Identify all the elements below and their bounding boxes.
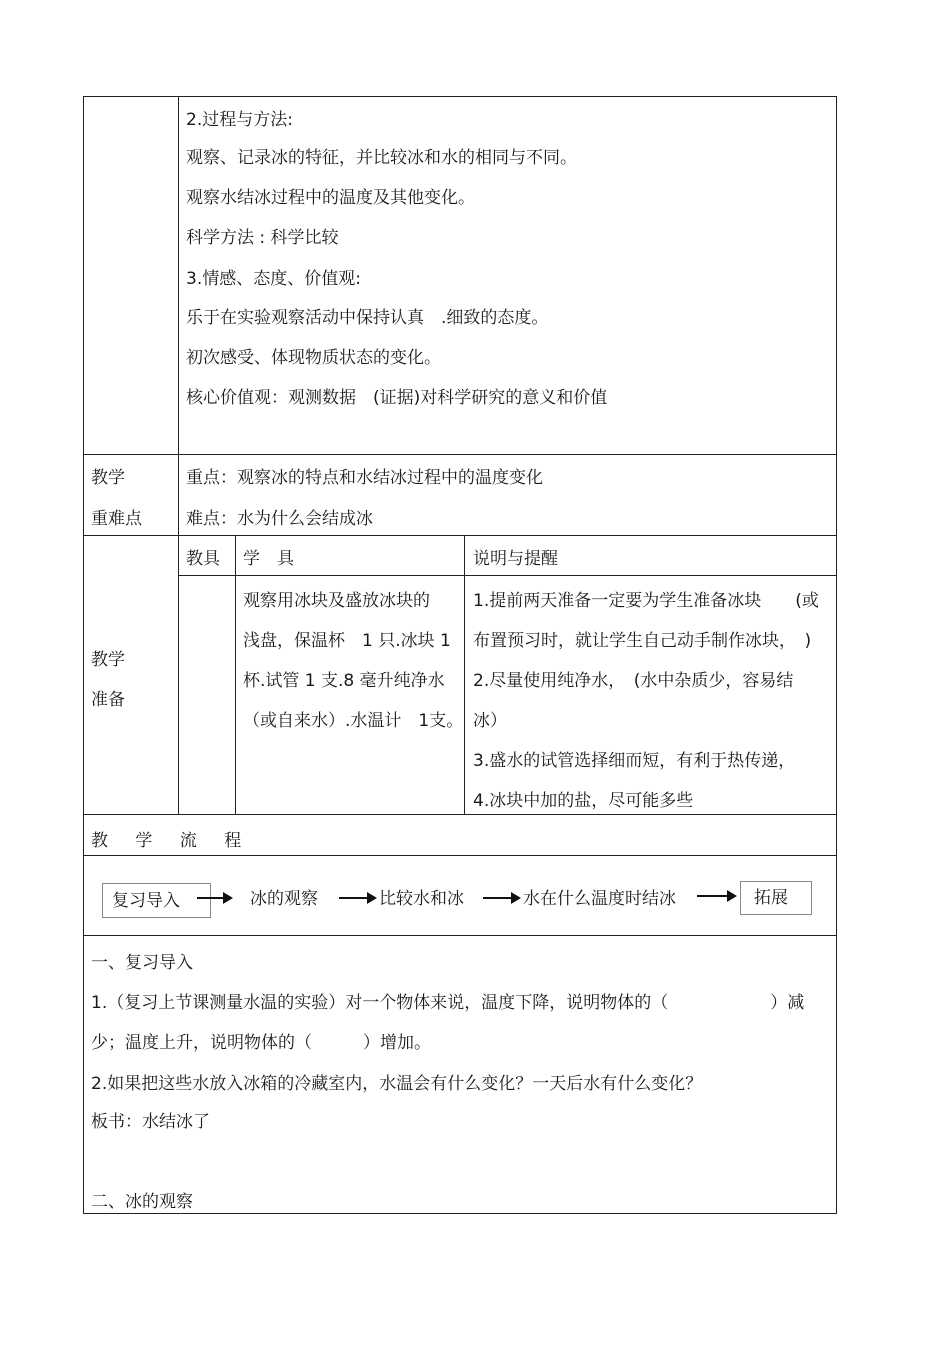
prep-header-divider [178, 575, 837, 576]
table-top-border [83, 96, 837, 97]
section2-title: 二、冰的观察 [91, 1192, 193, 1212]
flow-step-compare: 比较水和冰 [379, 889, 464, 909]
prep-col-divider-1 [235, 535, 236, 815]
student-tools-line-3: 杯.试管 1 支.8 毫升纯净水 [243, 671, 445, 691]
process-line-3: 科学方法 : 科学比较 [186, 228, 339, 248]
difficulty-text: 难点：水为什么会结成冰 [186, 509, 373, 529]
label-column-divider [178, 96, 179, 815]
table-bottom-border [83, 1213, 837, 1214]
emotion-line-2: 初次感受、体现物质状态的变化。 [186, 348, 441, 368]
row-divider-flow [83, 855, 837, 856]
prep-label-1: 教学 [91, 650, 125, 670]
flow-arrow-4 [697, 895, 735, 897]
flow-arrow-2 [339, 897, 375, 899]
process-line-1: 观察、记录冰的特征，并比较冰和水的相同与不同。 [186, 148, 577, 168]
board-note: 板书：水结冰了 [91, 1112, 210, 1132]
note-line-1: 1.提前两天准备一定要为学生准备冰块 (或 [473, 591, 819, 611]
flow-step-review: 复习导入 [112, 891, 180, 911]
emotion-heading: 3.情感、态度、价值观: [186, 269, 361, 289]
note-line-3: 2.尽量使用纯净水， (水中杂质少，容易结 [473, 671, 794, 691]
note-line-6: 4.冰块中加的盐，尽可能多些 [473, 791, 694, 811]
question-2: 2.如果把这些水放入冰箱的冷藏室内，水温会有什么变化？一天后水有什么变化？ [91, 1074, 703, 1094]
focus-text: 重点：观察冰的特点和水结冰过程中的温度变化 [186, 468, 543, 488]
note-line-5: 3.盛水的试管选择细而短，有利于热传递， [473, 751, 796, 771]
note-line-2: 布置预习时，就让学生自己动手制作冰块， ) [473, 631, 812, 651]
flow-heading: 教 学 流 程 [91, 831, 242, 851]
prep-label-2: 准备 [91, 690, 125, 710]
col-student-tools: 学 具 [243, 549, 294, 569]
row-divider-prep [83, 535, 837, 536]
question-1-line-2: 少；温度上升，说明物体的（ ）增加。 [91, 1033, 431, 1053]
flow-step-extend: 拓展 [754, 888, 788, 908]
student-tools-line-2: 浅盘，保温杯 1 只.冰块 1 [243, 631, 451, 651]
table-right-border [836, 96, 837, 1214]
flow-step-freezing-temp: 水在什么温度时结冰 [523, 889, 676, 909]
emotion-line-1: 乐于在实验观察活动中保持认真 .细致的态度。 [186, 308, 549, 328]
col-teacher-tools: 教具 [186, 549, 220, 569]
student-tools-line-4: （或自来水）.水温计 1支。 [243, 711, 464, 731]
emotion-line-3: 核心价值观：观测数据 (证据)对科学研究的意义和价值 [186, 388, 608, 408]
row-divider-section1 [83, 935, 837, 936]
row-divider-flow-heading [83, 814, 837, 815]
keypoints-label-1: 教学 [91, 468, 125, 488]
prep-col-divider-2 [464, 535, 465, 815]
student-tools-line-1: 观察用冰块及盛放冰块的 [243, 591, 430, 611]
process-heading: 2.过程与方法: [186, 110, 293, 130]
question-1-line-1: 1.（复习上节课测量水温的实验）对一个物体来说，温度下降，说明物体的（ ）减 [91, 993, 805, 1013]
col-notes: 说明与提醒 [473, 549, 558, 569]
keypoints-label-2: 重难点 [91, 509, 142, 529]
note-line-4: 冰） [473, 711, 507, 731]
flow-arrow-3 [483, 897, 519, 899]
flow-arrow-1 [197, 897, 231, 899]
process-line-2: 观察水结冰过程中的温度及其他变化。 [186, 188, 475, 208]
flow-step-ice-observation: 冰的观察 [250, 889, 318, 909]
row-divider-keypoints [83, 454, 837, 455]
section1-title: 一、复习导入 [91, 953, 193, 973]
table-left-border [83, 96, 84, 1214]
